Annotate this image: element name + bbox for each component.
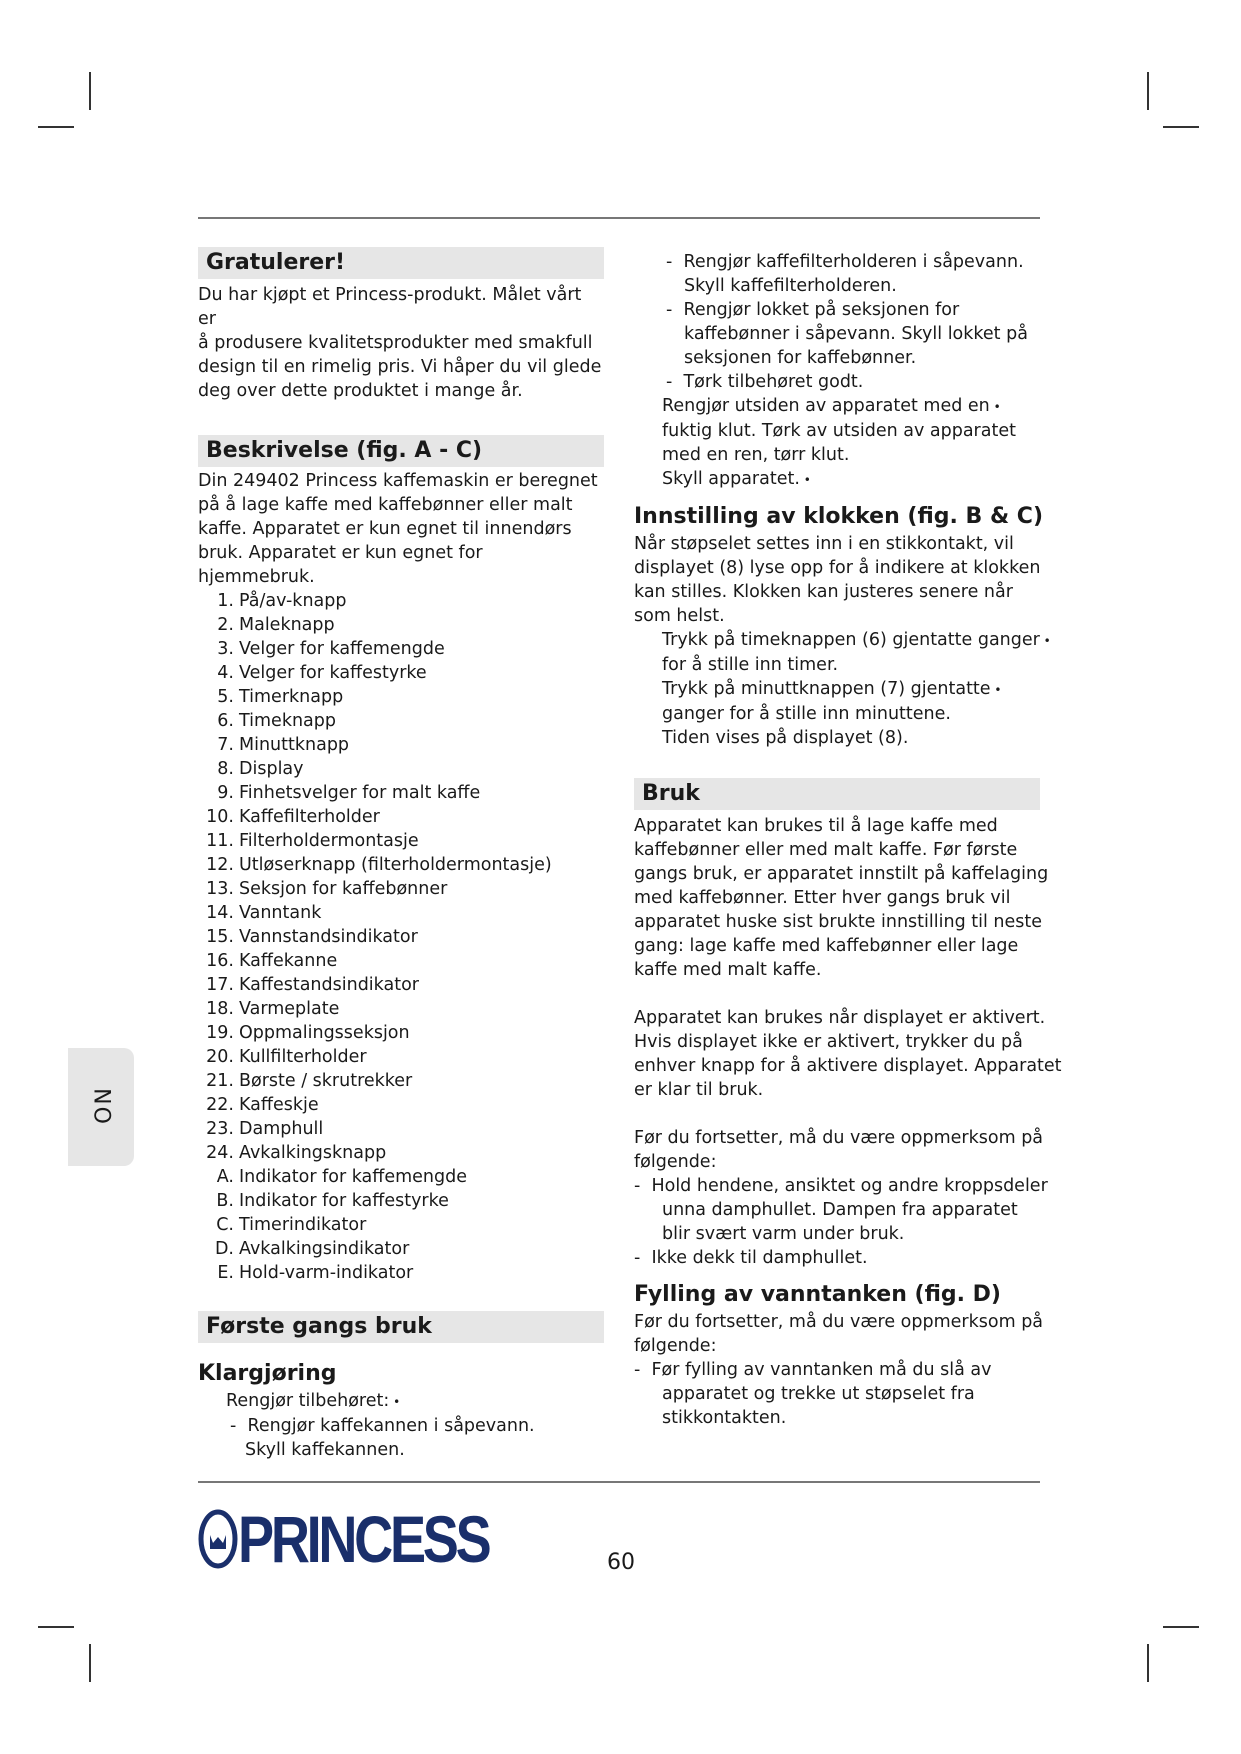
- brand-wordmark: PRINCESS: [238, 1502, 489, 1576]
- list-item: C. Timerindikator: [216, 1215, 367, 1235]
- clock-text: Når støpselet settes inn i en stikkontakt, vil displayet (8) lyse opp for å indikere at klokken kan stilles. Klokken kan justeres senere når som helst.: [634, 534, 1041, 626]
- crop-mark: [1147, 72, 1149, 110]
- dash-item: - Hold hendene, ansiktet og andre kroppsdeler: [634, 1176, 1048, 1196]
- list-item: 19. Oppmalingsseksjon: [206, 1023, 410, 1043]
- brand-logo: [198, 1504, 543, 1574]
- list-item: 12. Utløserknapp (filterholdermontasje): [206, 855, 552, 875]
- list-item: 2. Maleknapp: [217, 615, 335, 635]
- preparation-clean: Rengjør tilbehøret: •: [198, 1389, 604, 1414]
- use-text: Apparatet kan brukes til å lage kaffe med kaffebønner eller med malt kaffe. Før første gangs bruk, er apparatet innstilt på kaffelaging med kaffebønner. Etter hver gangs bruk vil apparatet huske sist brukte innstilling til neste gang: lage kaffe med kaffebønner eller lage kaffe med malt kaffe.: [634, 816, 1049, 980]
- list-item: 7. Minuttknapp: [217, 735, 350, 755]
- list-item: 5. Timerknapp: [217, 687, 344, 707]
- left-column: [198, 247, 604, 1462]
- list-item: 1. På/av-knapp: [217, 591, 347, 611]
- dash-item-cont: Skyll kaffekannen.: [245, 1440, 405, 1460]
- crop-mark: [38, 1626, 74, 1628]
- list-item: 3. Velger for kaffemengde: [217, 639, 445, 659]
- crop-mark: [1163, 126, 1199, 128]
- use-text-2: Apparatet kan brukes når displayet er aktivert. Hvis displayet ikke er aktivert, trykker du på enhver knapp for å aktivere displayet. Apparatet er klar til bruk.: [634, 1008, 1062, 1100]
- fill-text: Før du fortsetter, må du være oppmerksom på følgende:: [634, 1312, 1044, 1356]
- list-item: 24. Avkalkingsknapp: [206, 1143, 387, 1163]
- top-rule: [198, 217, 1040, 219]
- list-item: 14. Vanntank: [206, 903, 322, 923]
- list-item: B. Indikator for kaffestyrke: [216, 1191, 449, 1211]
- list-item: A. Indikator for kaffemengde: [216, 1167, 467, 1187]
- crop-mark: [1163, 1626, 1199, 1628]
- crop-mark: [89, 1644, 91, 1682]
- dash-item: - Ikke dekk til damphullet.: [634, 1248, 868, 1268]
- list-item: 10. Kaffefilterholder: [206, 807, 380, 827]
- fill-heading: Fylling av vanntanken (fig. D): [634, 1282, 1001, 1307]
- language-tab: [68, 1048, 134, 1166]
- dash-item: - Før fylling av vanntanken må du slå av: [634, 1360, 992, 1380]
- dash-item: - Rengjør lokket på seksjonen for: [666, 300, 960, 320]
- list-item: 4. Velger for kaffestyrke: [217, 663, 427, 683]
- list-item: 9. Finhetsvelger for malt kaffe: [217, 783, 481, 803]
- dash-item: - Rengjør kaffekannen i såpevann.: [230, 1416, 535, 1436]
- list-item: 11. Filterholdermontasje: [206, 831, 419, 851]
- crown-emblem-icon: [198, 1509, 238, 1569]
- language-tab-label: NO: [88, 1088, 114, 1126]
- list-item: 18. Varmeplate: [206, 999, 340, 1019]
- description-text: Din 249402 Princess kaffemaskin er beregnet på å lage kaffe med kaffebønner eller malt kaffe. Apparatet er kun egnet til innendørs bruk. Apparatet er kun egnet for hjemmebruk.: [198, 471, 598, 587]
- list-item: 6. Timeknapp: [217, 711, 336, 731]
- clock-heading: Innstilling av klokken (fig. B & C): [634, 504, 1043, 529]
- list-item: E. Hold-varm-indikator: [217, 1263, 414, 1283]
- page-number: 60: [607, 1550, 635, 1575]
- use-heading: Bruk: [634, 778, 1040, 810]
- list-item: 8. Display: [217, 759, 304, 779]
- list-item: 20. Kullfilterholder: [206, 1047, 367, 1067]
- crop-mark: [38, 126, 74, 128]
- dash-item: - Rengjør kaffefilterholderen i såpevann.: [666, 252, 1024, 272]
- parts-list: [198, 589, 604, 1285]
- congrats-heading: Gratulerer!: [198, 247, 604, 279]
- dash-item: - Tørk tilbehøret godt.: [666, 372, 864, 392]
- bottom-rule: [198, 1481, 1040, 1483]
- first-use-heading: Første gangs bruk: [198, 1311, 604, 1343]
- congrats-text: Du har kjøpt et Princess-produkt. Målet vårt er å produsere kvalitetsprodukter med smakfull design til en rimelig pris. Vi håper du vil glede deg over dette produktet i mange år.: [198, 285, 602, 401]
- list-item: 23. Damphull: [206, 1119, 324, 1139]
- list-item: 13. Seksjon for kaffebønner: [206, 879, 448, 899]
- preparation-heading: Klargjøring: [198, 1361, 337, 1386]
- description-heading: Beskrivelse (fig. A - C): [198, 435, 604, 467]
- list-item: D. Avkalkingsindikator: [214, 1239, 410, 1259]
- list-item: 15. Vannstandsindikator: [206, 927, 418, 947]
- crop-mark: [89, 72, 91, 110]
- use-text-3: Før du fortsetter, må du være oppmerksom på følgende:: [634, 1128, 1044, 1172]
- right-column: - Rengjør kaffefilterholderen i såpevann. Skyll kaffefilterholderen. - Rengjør lokket på seksjonen for kaffebønner i såpevann. Skyll lokket på seksjonen for kaffebønner. - Tørk tilbehøret godt. Rengjør utsiden av apparatet med en • fuktig klut. Tørk av utsiden av apparatet med en ren, tørr klut. Skyll apparatet. • Innstilling av klokken (fig. B & C) Når støpselet settes inn i en stikkontakt, vil displayet (8) lyse opp for å indikere at klokken kan stilles. Klokken kan justeres senere når som helst. Trykk på timeknappen (6) gjentatte ganger • for å stille inn timer. Trykk på minuttknappen (7) gjentatte • ganger for å stille inn minuttene. Tiden vises på displayet (8). Bruk Apparatet kan brukes til å lage kaffe med kaffebønner eller med malt kaffe. Før første gangs bruk, er apparatet innstilt på kaffelaging med kaffebønner. Etter hver gangs bruk vil apparatet huske sist brukte innstilling til neste gang: lage kaffe med kaffebønner eller lage kaffe med malt kaffe. Apparatet kan brukes når displayet er aktivert. Hvis displayet ikke er aktivert, trykker du på enhver knapp for å aktivere displayet. Apparatet er klar til bruk. Før du fortsetter, må du være oppmerksom på følgende: - Hold hendene, ansiktet og andre kroppsdeler unna damphullet. Dampen fra apparatet blir svært varm under bruk. - Ikke dekk til damphullet. Fylling av vanntanken (fig. D) Før du fortsetter, må du være oppmerksom på følgende: - Før fylling av vanntanken må du slå av apparatet og trekke ut støpselet fra stikkontakten.: [634, 250, 1074, 1430]
- list-item: 21. Børste / skrutrekker: [206, 1071, 413, 1091]
- list-item: 17. Kaffestandsindikator: [206, 975, 419, 995]
- crop-mark: [1147, 1644, 1149, 1682]
- list-item: 22. Kaffeskje: [206, 1095, 319, 1115]
- list-item: 16. Kaffekanne: [206, 951, 338, 971]
